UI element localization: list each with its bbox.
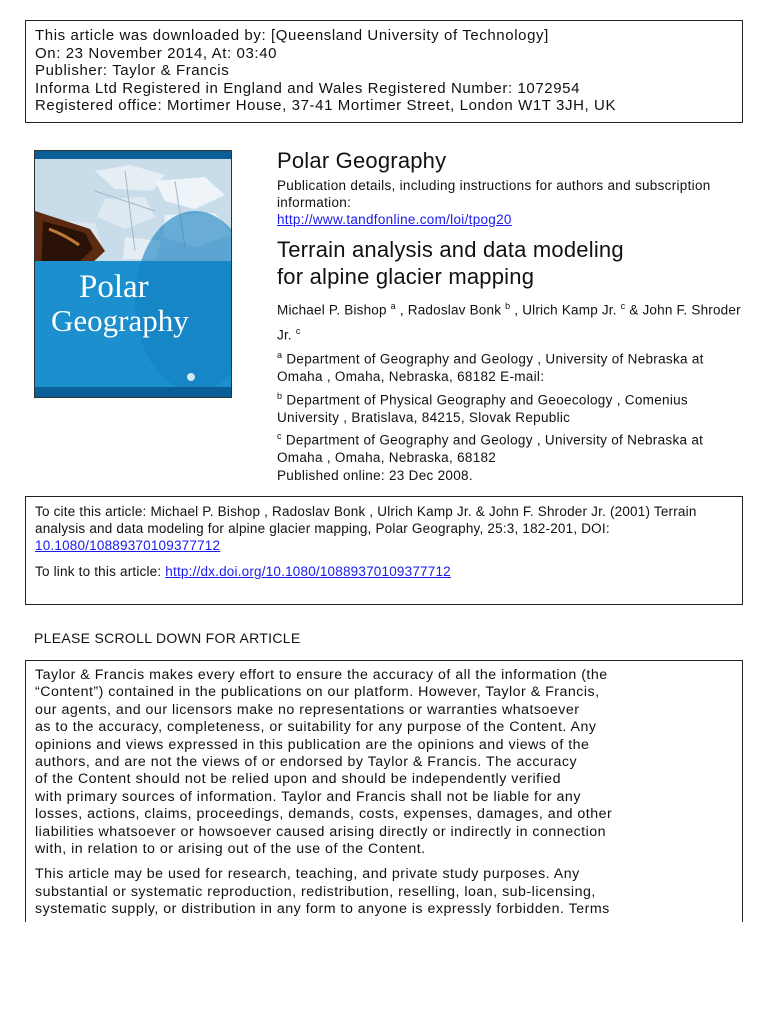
author-separator: , bbox=[395, 302, 408, 318]
disclaimer-box bbox=[25, 660, 743, 922]
cover-title-polar: Polar bbox=[79, 269, 149, 305]
affiliation-text: Department of Geography and Geology , University of Nebraska at Omaha , Omaha, Nebraska, 68182 bbox=[277, 432, 704, 465]
disclaimer-line: with primary sources of information. Taylor and Francis shall not be liable for any bbox=[35, 788, 581, 805]
disclaimer-line: with, in relation to or arising out of the use of the Content. bbox=[35, 841, 426, 858]
disclaimer-paragraph bbox=[35, 866, 733, 918]
author-name: Ulrich Kamp Jr. bbox=[522, 302, 617, 318]
published-date: Published online: 23 Dec 2008. bbox=[277, 467, 473, 483]
disclaimer-line: Taylor & Francis makes every effort to ensure the accuracy of all the information (the bbox=[35, 667, 608, 683]
disclaimer-line: our agents, and our licensors make no representations or warranties whatsoever bbox=[35, 701, 580, 718]
affiliation bbox=[277, 347, 747, 386]
journal-link[interactable]: http://www.tandfonline.com/loi/tpog20 bbox=[277, 212, 512, 227]
author-list bbox=[277, 296, 747, 345]
cover-title-geography: Geography bbox=[51, 303, 189, 338]
article-title-line: for alpine glacier mapping bbox=[277, 263, 535, 289]
article-link-line bbox=[35, 563, 733, 580]
disclaimer-line: losses, actions, claims, proceedings, demands, costs, expenses, damages, and other bbox=[35, 806, 613, 823]
disclaimer-paragraph bbox=[35, 667, 733, 858]
affiliation-text: Department of Physical Geography and Geoecology , Comenius University , Bratislava, 84215, Slovak Republic bbox=[277, 392, 688, 425]
disclaimer-line: opinions and views expressed in this publication are the opinions and views of the bbox=[35, 736, 590, 753]
affiliation bbox=[277, 428, 747, 467]
disclaimer-line: substantial or systematic reproduction, redistribution, reselling, loan, sub-licensing, bbox=[35, 883, 596, 900]
affiliation-text: Department of Geography and Geology , University of Nebraska at Omaha , Omaha, Nebraska, 68182 E-mail: bbox=[277, 351, 704, 384]
article-link-label: To link to this article: bbox=[35, 564, 166, 579]
author-name: John F. Shroder Jr. bbox=[277, 302, 741, 342]
affiliation bbox=[277, 388, 747, 427]
affiliation-mark: b bbox=[277, 390, 283, 401]
author-name: Michael P. Bishop bbox=[277, 302, 387, 318]
author-name: Radoslav Bonk bbox=[407, 302, 502, 318]
scroll-notice: PLEASE SCROLL DOWN FOR ARTICLE bbox=[34, 630, 301, 646]
download-notice-line: Registered office: Mortimer House, 37-41 Mortimer Street, London W1T 3JH, UK bbox=[35, 97, 617, 114]
affiliation-mark: c bbox=[277, 431, 282, 441]
journal-cover-image bbox=[34, 150, 232, 398]
disclaimer-line: of the Content should not be relied upon and should be independently verified bbox=[35, 771, 561, 788]
author-affiliation-mark: b bbox=[505, 301, 511, 311]
journal-title: Polar Geography bbox=[277, 148, 447, 173]
disclaimer-line: systematic supply, or distribution in any form to anyone is expressly forbidden. Terms bbox=[35, 901, 610, 918]
author-affiliation-mark: c bbox=[620, 301, 626, 311]
disclaimer-line: authors, and are not the views of or endorsed by Taylor & Francis. The accuracy bbox=[35, 754, 578, 771]
article-title bbox=[277, 237, 747, 290]
disclaimer-line: as to the accuracy, completeness, or suitability for any purpose of the Content. Any bbox=[35, 719, 597, 736]
download-notice-box bbox=[25, 20, 743, 123]
disclaimer-line: “Content”) contained in the publications on our platform. However, Taylor & Francis, bbox=[35, 684, 600, 701]
article-info bbox=[277, 147, 747, 484]
citation-prefix: To cite this article: Michael P. Bishop , Radoslav Bonk , Ulrich Kamp Jr. & John F. Shroder Jr. (2001) Terrain analysis and data modeling for alpine glacier mapping, Polar Geography, 25:3, 182-201, DOI: bbox=[35, 504, 697, 536]
affiliation-mark: a bbox=[277, 350, 283, 360]
citation-box bbox=[25, 496, 743, 605]
download-notice-line: Publisher: Taylor & Francis bbox=[35, 62, 230, 79]
citation-text bbox=[35, 503, 733, 554]
disclaimer-line: This article may be used for research, teaching, and private study purposes. Any bbox=[35, 866, 580, 883]
author-affiliation-mark: a bbox=[390, 301, 396, 311]
publication-details: Publication details, including instructions for authors and subscription information: bbox=[277, 178, 711, 210]
author-separator: , bbox=[510, 302, 523, 318]
download-notice-line: This article was downloaded by: [Queensland University of Technology] bbox=[35, 27, 549, 44]
author-affiliation-mark: c bbox=[295, 325, 301, 336]
author-separator: & bbox=[625, 302, 643, 318]
article-title-line: Terrain analysis and data modeling bbox=[277, 237, 624, 262]
article-link[interactable]: http://dx.doi.org/10.1080/10889370109377712 bbox=[165, 564, 451, 579]
doi-link[interactable]: 10.1080/10889370109377712 bbox=[35, 538, 221, 553]
download-notice-line: Informa Ltd Registered in England and Wales Registered Number: 1072954 bbox=[35, 79, 581, 97]
download-notice-line: On: 23 November 2014, At: 03:40 bbox=[35, 44, 278, 62]
disclaimer-line: liabilities whatsoever or howsoever caused arising directly or indirectly in connection bbox=[35, 823, 607, 840]
